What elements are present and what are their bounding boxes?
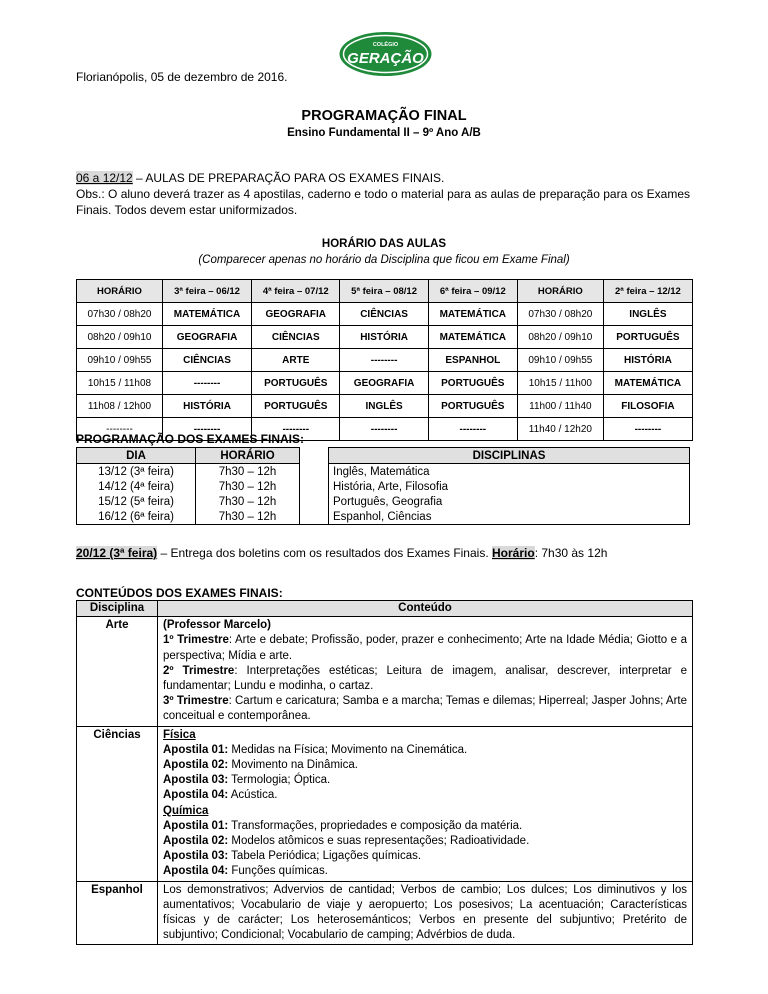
- table-cell: HISTÓRIA: [603, 349, 692, 372]
- delivery-time: : 7h30 às 12h: [534, 546, 608, 560]
- table-cell: 08h20 / 09h10: [517, 326, 603, 349]
- schedule-title: HORÁRIO DAS AULAS: [321, 238, 447, 250]
- table-cell: 7h30 – 12h: [196, 509, 300, 525]
- table-cell: 11h08 / 12h00: [77, 395, 163, 418]
- schedule-subtitle: (Comparecer apenas no horário da Disciplina que ficou em Exame Final): [198, 254, 570, 266]
- table-cell: 13/12 (3ª feira): [77, 464, 196, 480]
- table-cell: 14/12 (4ª feira): [77, 479, 196, 494]
- apostila-text: Funções químicas.: [228, 865, 328, 878]
- header-cell: HORÁRIO: [77, 280, 163, 303]
- arte-t2: : Interpretações estéticas; Leitura de imagem, analisar, descrever, interpretar e fundamentar; Lundu e modinha, o cartaz.: [163, 664, 687, 693]
- exams-title: PROGRAMAÇÃO DOS EXAMES FINAIS:: [76, 432, 305, 446]
- table-header-row: [77, 601, 693, 617]
- table-cell: 10h15 / 11h00: [517, 372, 603, 395]
- table-cell: 16/12 (6ª feira): [77, 509, 196, 525]
- table-cell: 08h20 / 09h10: [77, 326, 163, 349]
- apostila-label: Apostila 04:: [163, 789, 229, 802]
- table-header-row: [77, 448, 690, 464]
- subject-arte: Arte: [77, 617, 158, 726]
- apostila-item: [163, 788, 687, 803]
- arte-t1: : Arte e debate; Profissão, poder, prazer e conhecimento; Arte na Idade Média; Giotto e a perspectiva; Mídia e arte.: [163, 634, 687, 662]
- apostila-item: [163, 864, 687, 879]
- table-cell: 7h30 – 12h: [196, 479, 300, 494]
- apostila-text: Medidas na Física; Movimento na Cinemática.: [228, 743, 468, 756]
- table-cell: PORTUGUÊS: [252, 372, 340, 395]
- table-row: [77, 881, 693, 945]
- table-cell: PORTUGUÊS: [603, 326, 692, 349]
- table-cell: --------: [340, 349, 428, 372]
- table-row: [77, 617, 693, 726]
- table-cell: HISTÓRIA: [340, 326, 428, 349]
- table-row: [77, 326, 693, 349]
- table-cell: --------: [252, 418, 340, 441]
- apostila-label: Apostila 02:: [163, 835, 229, 848]
- table-cell: Inglês, Matemática: [329, 464, 690, 480]
- prep-note: Obs.: O aluno deverá trazer as 4 apostilas, caderno e todo o material para as aulas de preparação para os Exames Finais. Todos devem estar uniformizados.: [76, 187, 690, 217]
- svg-text:COLÉGIO: COLÉGIO: [372, 42, 399, 48]
- table-cell: --------: [162, 372, 251, 395]
- apostila-text: Tabela Periódica; Ligações químicas.: [228, 850, 422, 863]
- preparation-notice: [76, 170, 690, 218]
- arte-t2-label: 2º Trimestre: [163, 664, 235, 677]
- table-cell: --------: [428, 418, 517, 441]
- table-cell: 11h40 / 12h20: [517, 418, 603, 441]
- apostila-item: [163, 819, 687, 834]
- table-cell: --------: [603, 418, 692, 441]
- contents-title: CONTEÚDOS DOS EXAMES FINAIS:: [76, 586, 283, 600]
- apostila-label: Apostila 03:: [163, 774, 229, 787]
- date-line: Florianópolis, 05 de dezembro de 2016.: [76, 70, 288, 84]
- table-row: [77, 509, 690, 525]
- table-row: [77, 726, 693, 881]
- table-cell: GEOGRAFIA: [340, 372, 428, 395]
- header-cell: DIA: [77, 448, 196, 464]
- apostila-label: Apostila 04:: [163, 865, 229, 878]
- table-cell: MATEMÁTICA: [428, 326, 517, 349]
- table-cell: 15/12 (5ª feira): [77, 494, 196, 509]
- table-cell: PORTUGUÊS: [252, 395, 340, 418]
- header-cell: Conteúdo: [158, 601, 693, 617]
- table-cell: --------: [340, 418, 428, 441]
- table-cell: História, Arte, Filosofia: [329, 479, 690, 494]
- apostila-text: Modelos atômicos e suas representações; Radioatividade.: [228, 835, 530, 848]
- arte-t3: : Cartum e caricatura; Samba e a marcha; Temas e dilemas; Hiperreal; Jasper Johns; Arte conceitual e contemporânea.: [163, 695, 687, 723]
- table-cell: PORTUGUÊS: [428, 395, 517, 418]
- table-cell: 7h30 – 12h: [196, 494, 300, 509]
- report-delivery-line: [76, 546, 607, 560]
- page-subtitle: Ensino Fundamental II – 9º Ano A/B: [287, 127, 481, 139]
- table-cell: FILOSOFIA: [603, 395, 692, 418]
- prep-dates: 06 a 12/12: [76, 171, 133, 185]
- prep-heading: – AULAS DE PREPARAÇÃO PARA OS EXAMES FINAIS.: [132, 171, 445, 185]
- content-arte: [158, 617, 693, 726]
- table-cell: MATEMÁTICA: [162, 303, 251, 326]
- table-cell: 09h10 / 09h55: [77, 349, 163, 372]
- page-title: PROGRAMAÇÃO FINAL: [301, 108, 467, 124]
- table-row: [77, 479, 690, 494]
- contents-table: [76, 600, 693, 945]
- apostila-label: Apostila 02:: [163, 759, 229, 772]
- header-cell: 6ª feira – 09/12: [428, 280, 517, 303]
- apostila-text: Transformações, propriedades e composição da matéria.: [228, 819, 523, 832]
- apostila-text: Termologia; Óptica.: [228, 774, 331, 787]
- table-row: [77, 303, 693, 326]
- table-cell: --------: [162, 418, 251, 441]
- table-row: [77, 494, 690, 509]
- header-cell: HORÁRIO: [196, 448, 300, 464]
- delivery-date: 20/12 (3ª feira): [76, 546, 158, 560]
- apostila-item: [163, 834, 687, 849]
- content-espanhol: Los demonstrativos; Advervios de cantidad; Verbos de cambio; Los dulces; Los diminutivos y los aumentativos; Vocabulario de viaje y aeropuerto; Los posesivos; La acentuación; Características físicas y de carácter; Los heterosemánticos; Verbos en presente del subjuntivo; Pretérito de subjuntivo; Condicional; Vocabulario de camping; Advérbios de duda.: [158, 881, 693, 945]
- table-header-row: [77, 280, 693, 303]
- table-cell: MATEMÁTICA: [603, 372, 692, 395]
- subject-ciencias: Ciências: [77, 726, 158, 881]
- apostila-item: [163, 758, 687, 773]
- apostila-item: [163, 849, 687, 864]
- table-cell: INGLÊS: [603, 303, 692, 326]
- delivery-label: Horário: [492, 546, 535, 560]
- header-cell: 5ª feira – 08/12: [340, 280, 428, 303]
- table-cell: CIÊNCIAS: [252, 326, 340, 349]
- content-ciencias: [158, 726, 693, 881]
- delivery-text: – Entrega dos boletins com os resultados dos Exames Finais.: [157, 546, 492, 560]
- table-cell: GEOGRAFIA: [252, 303, 340, 326]
- table-cell: CIÊNCIAS: [340, 303, 428, 326]
- exams-table: [76, 447, 690, 525]
- table-cell: GEOGRAFIA: [162, 326, 251, 349]
- quimica-heading: Química: [163, 804, 209, 817]
- table-cell: 11h00 / 11h40: [517, 395, 603, 418]
- apostila-item: [163, 773, 687, 788]
- svg-text:GERAÇÃO: GERAÇÃO: [347, 50, 424, 67]
- header-cell: HORÁRIO: [517, 280, 603, 303]
- table-cell: 07h30 / 08h20: [517, 303, 603, 326]
- table-row: [77, 372, 693, 395]
- table-cell: CIÊNCIAS: [162, 349, 251, 372]
- table-cell: ESPANHOL: [428, 349, 517, 372]
- header-cell: 4ª feira – 07/12: [252, 280, 340, 303]
- table-cell: ARTE: [252, 349, 340, 372]
- arte-teacher: (Professor Marcelo): [163, 619, 272, 632]
- apostila-text: Acústica.: [228, 789, 278, 802]
- table-cell: HISTÓRIA: [162, 395, 251, 418]
- header-cell: DISCIPLINAS: [329, 448, 690, 464]
- table-cell: 7h30 – 12h: [196, 464, 300, 480]
- table-cell: PORTUGUÊS: [428, 372, 517, 395]
- table-cell: 09h10 / 09h55: [517, 349, 603, 372]
- apostila-text: Movimento na Dinâmica.: [228, 759, 358, 772]
- table-cell: 10h15 / 11h08: [77, 372, 163, 395]
- table-cell: Português, Geografia: [329, 494, 690, 509]
- arte-t1-label: 1º Trimestre: [163, 634, 229, 647]
- apostila-label: Apostila 01:: [163, 819, 229, 832]
- header-cell: 2ª feira – 12/12: [603, 280, 692, 303]
- table-cell: --------: [77, 418, 163, 441]
- apostila-label: Apostila 03:: [163, 850, 229, 863]
- table-row: [77, 349, 693, 372]
- table-cell: 07h30 / 08h20: [77, 303, 163, 326]
- header-cell: 3ª feira – 06/12: [162, 280, 251, 303]
- apostila-label: Apostila 01:: [163, 743, 229, 756]
- apostila-item: [163, 743, 687, 758]
- subject-espanhol: Espanhol: [77, 881, 158, 945]
- arte-t3-label: 3º Trimestre: [163, 695, 229, 708]
- table-cell: Espanhol, Ciências: [329, 509, 690, 525]
- table-cell: MATEMÁTICA: [428, 303, 517, 326]
- school-logo: [338, 30, 433, 78]
- table-row: [77, 395, 693, 418]
- table-row: [77, 464, 690, 480]
- header-cell: Disciplina: [77, 601, 158, 617]
- table-cell: INGLÊS: [340, 395, 428, 418]
- fisica-heading: Física: [163, 728, 196, 741]
- class-schedule-table: [76, 279, 693, 441]
